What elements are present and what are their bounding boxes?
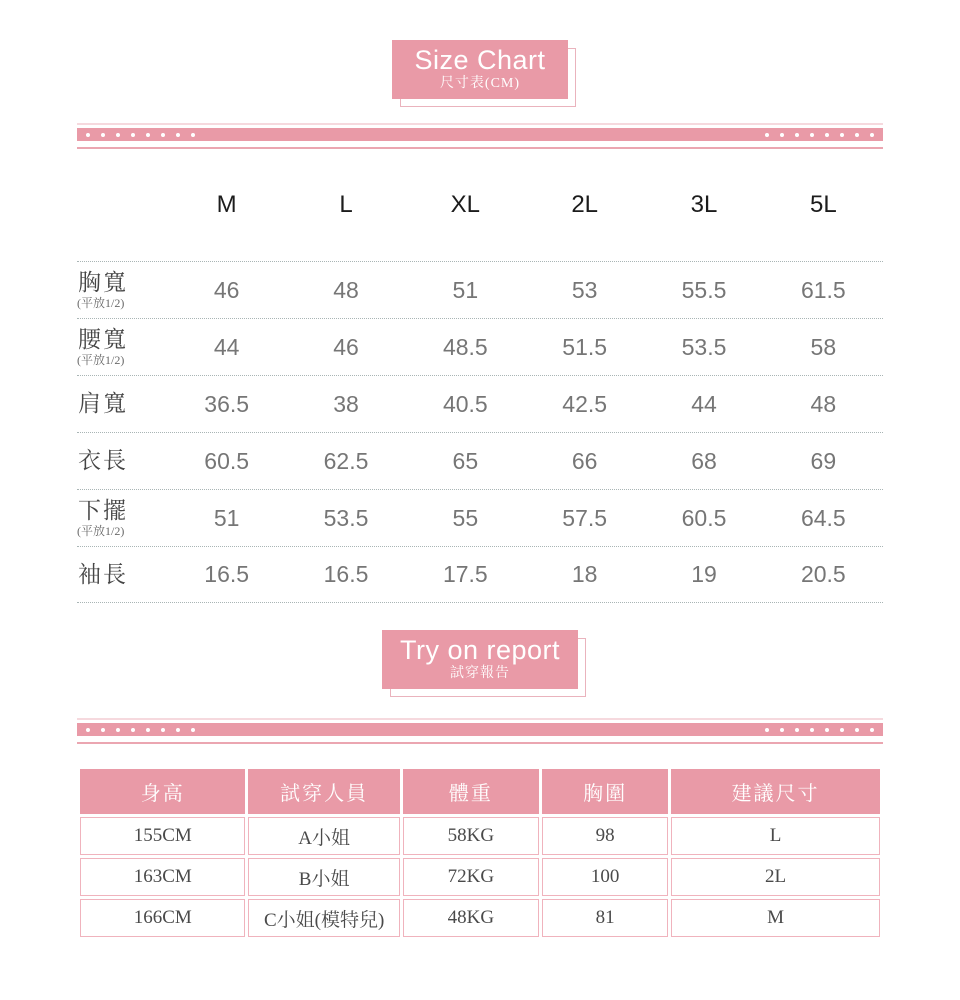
divider-band — [77, 128, 883, 141]
try-on-report-header — [382, 630, 578, 689]
size-value: 40.5 — [442, 390, 488, 417]
divider-dots-left — [86, 133, 195, 137]
row-label-cell: 胸寬 (平放1/2) — [77, 270, 128, 310]
divider-dots-left — [86, 728, 195, 732]
size-column-l: L — [339, 191, 353, 218]
size-value: 60.5 — [681, 504, 727, 531]
cell-height: 163CM — [80, 858, 245, 896]
size-column-xl: XL — [450, 191, 480, 218]
row-label-cell: 下擺 (平放1/2) — [77, 498, 128, 538]
size-value: 51.5 — [562, 333, 608, 360]
size-value: 62.5 — [323, 447, 369, 474]
size-value: 36.5 — [204, 390, 250, 417]
cell-fitter: C小姐(模特兒) — [248, 899, 399, 937]
size-value: 55.5 — [681, 276, 727, 303]
ribbon-divider-bottom — [77, 718, 883, 744]
size-value: 48.5 — [442, 333, 488, 360]
size-row-waist-width — [77, 318, 883, 375]
row-label-cell: 肩寬 — [78, 391, 128, 416]
size-row-shoulder-width — [77, 375, 883, 432]
try-on-title: Try on report — [399, 635, 561, 665]
size-value: 18 — [571, 561, 598, 587]
size-value: 19 — [691, 561, 717, 587]
divider-dots-right — [765, 133, 874, 137]
size-value: 51 — [213, 504, 240, 531]
cell-fitter: B小姐 — [248, 858, 399, 896]
size-row-sleeve-length — [77, 546, 883, 603]
size-chart-table — [77, 149, 883, 603]
size-row-chest-width — [77, 261, 883, 318]
size-value: 66 — [571, 447, 598, 474]
col-height: 身高 — [80, 769, 245, 814]
ribbon-divider-top — [77, 123, 883, 149]
size-value: 53 — [571, 276, 598, 303]
size-column-header-row — [77, 149, 883, 261]
cell-suggested-size: 2L — [671, 858, 880, 896]
divider-thin-line — [77, 123, 883, 125]
try-on-row — [80, 858, 880, 896]
size-value: 65 — [452, 447, 479, 474]
try-on-header-row — [80, 769, 880, 814]
size-row-hem-width — [77, 489, 883, 546]
cell-weight: 72KG — [403, 858, 539, 896]
size-column-2l: 2L — [571, 191, 599, 218]
try-on-subtitle: 試穿報告 — [450, 666, 510, 681]
cell-bust: 100 — [542, 858, 668, 896]
size-value: 53.5 — [323, 504, 369, 531]
cell-height: 155CM — [80, 817, 245, 855]
cell-suggested-size: M — [671, 899, 880, 937]
size-chart-title: Size Chart — [414, 45, 546, 75]
size-value: 55 — [452, 504, 479, 531]
size-value: 44 — [213, 333, 240, 360]
cell-weight: 58KG — [403, 817, 539, 855]
size-value: 64.5 — [800, 504, 846, 531]
row-label-cell: 腰寬 (平放1/2) — [77, 327, 128, 367]
col-suggested-size: 建議尺寸 — [671, 769, 880, 814]
size-value: 20.5 — [800, 561, 846, 587]
size-value: 42.5 — [562, 390, 608, 417]
size-column-m: M — [216, 191, 237, 218]
try-on-row — [80, 899, 880, 937]
divider-thin-line — [77, 718, 883, 720]
cell-height: 166CM — [80, 899, 245, 937]
row-label-cell: 袖長 — [78, 561, 128, 587]
size-value: 44 — [691, 390, 717, 417]
size-chart-subtitle: 尺寸表(CM) — [439, 76, 521, 91]
size-value: 58 — [810, 333, 837, 360]
size-value: 17.5 — [442, 561, 488, 587]
cell-suggested-size: L — [671, 817, 880, 855]
size-value: 16.5 — [323, 561, 369, 587]
size-value: 53.5 — [681, 333, 727, 360]
cell-bust: 81 — [542, 899, 668, 937]
size-value: 46 — [213, 276, 240, 303]
size-row-garment-length — [77, 432, 883, 489]
divider-thin-line — [77, 742, 883, 744]
size-value: 46 — [333, 333, 359, 360]
size-value: 57.5 — [562, 504, 608, 531]
col-weight: 體重 — [403, 769, 539, 814]
size-value: 68 — [691, 447, 717, 474]
size-value: 38 — [333, 390, 359, 417]
size-value: 61.5 — [800, 276, 846, 303]
cell-bust: 98 — [542, 817, 668, 855]
size-column-5l: 5L — [809, 191, 837, 218]
size-value: 48 — [333, 276, 359, 303]
size-value: 51 — [452, 276, 479, 303]
size-chart-header-box — [392, 40, 568, 99]
divider-dots-right — [765, 728, 874, 732]
size-value: 48 — [810, 390, 837, 417]
size-value: 60.5 — [204, 447, 250, 474]
size-value: 69 — [810, 447, 837, 474]
row-label-cell: 衣長 — [78, 448, 128, 473]
try-on-row — [80, 817, 880, 855]
col-fitter: 試穿人員 — [248, 769, 399, 814]
cell-weight: 48KG — [403, 899, 539, 937]
col-bust: 胸圍 — [542, 769, 668, 814]
size-column-3l: 3L — [690, 191, 718, 218]
cell-fitter: A小姐 — [248, 817, 399, 855]
size-chart-header — [392, 40, 568, 99]
size-value: 16.5 — [204, 561, 250, 587]
divider-band — [77, 723, 883, 736]
try-on-header-box — [382, 630, 578, 689]
try-on-table — [77, 766, 883, 940]
